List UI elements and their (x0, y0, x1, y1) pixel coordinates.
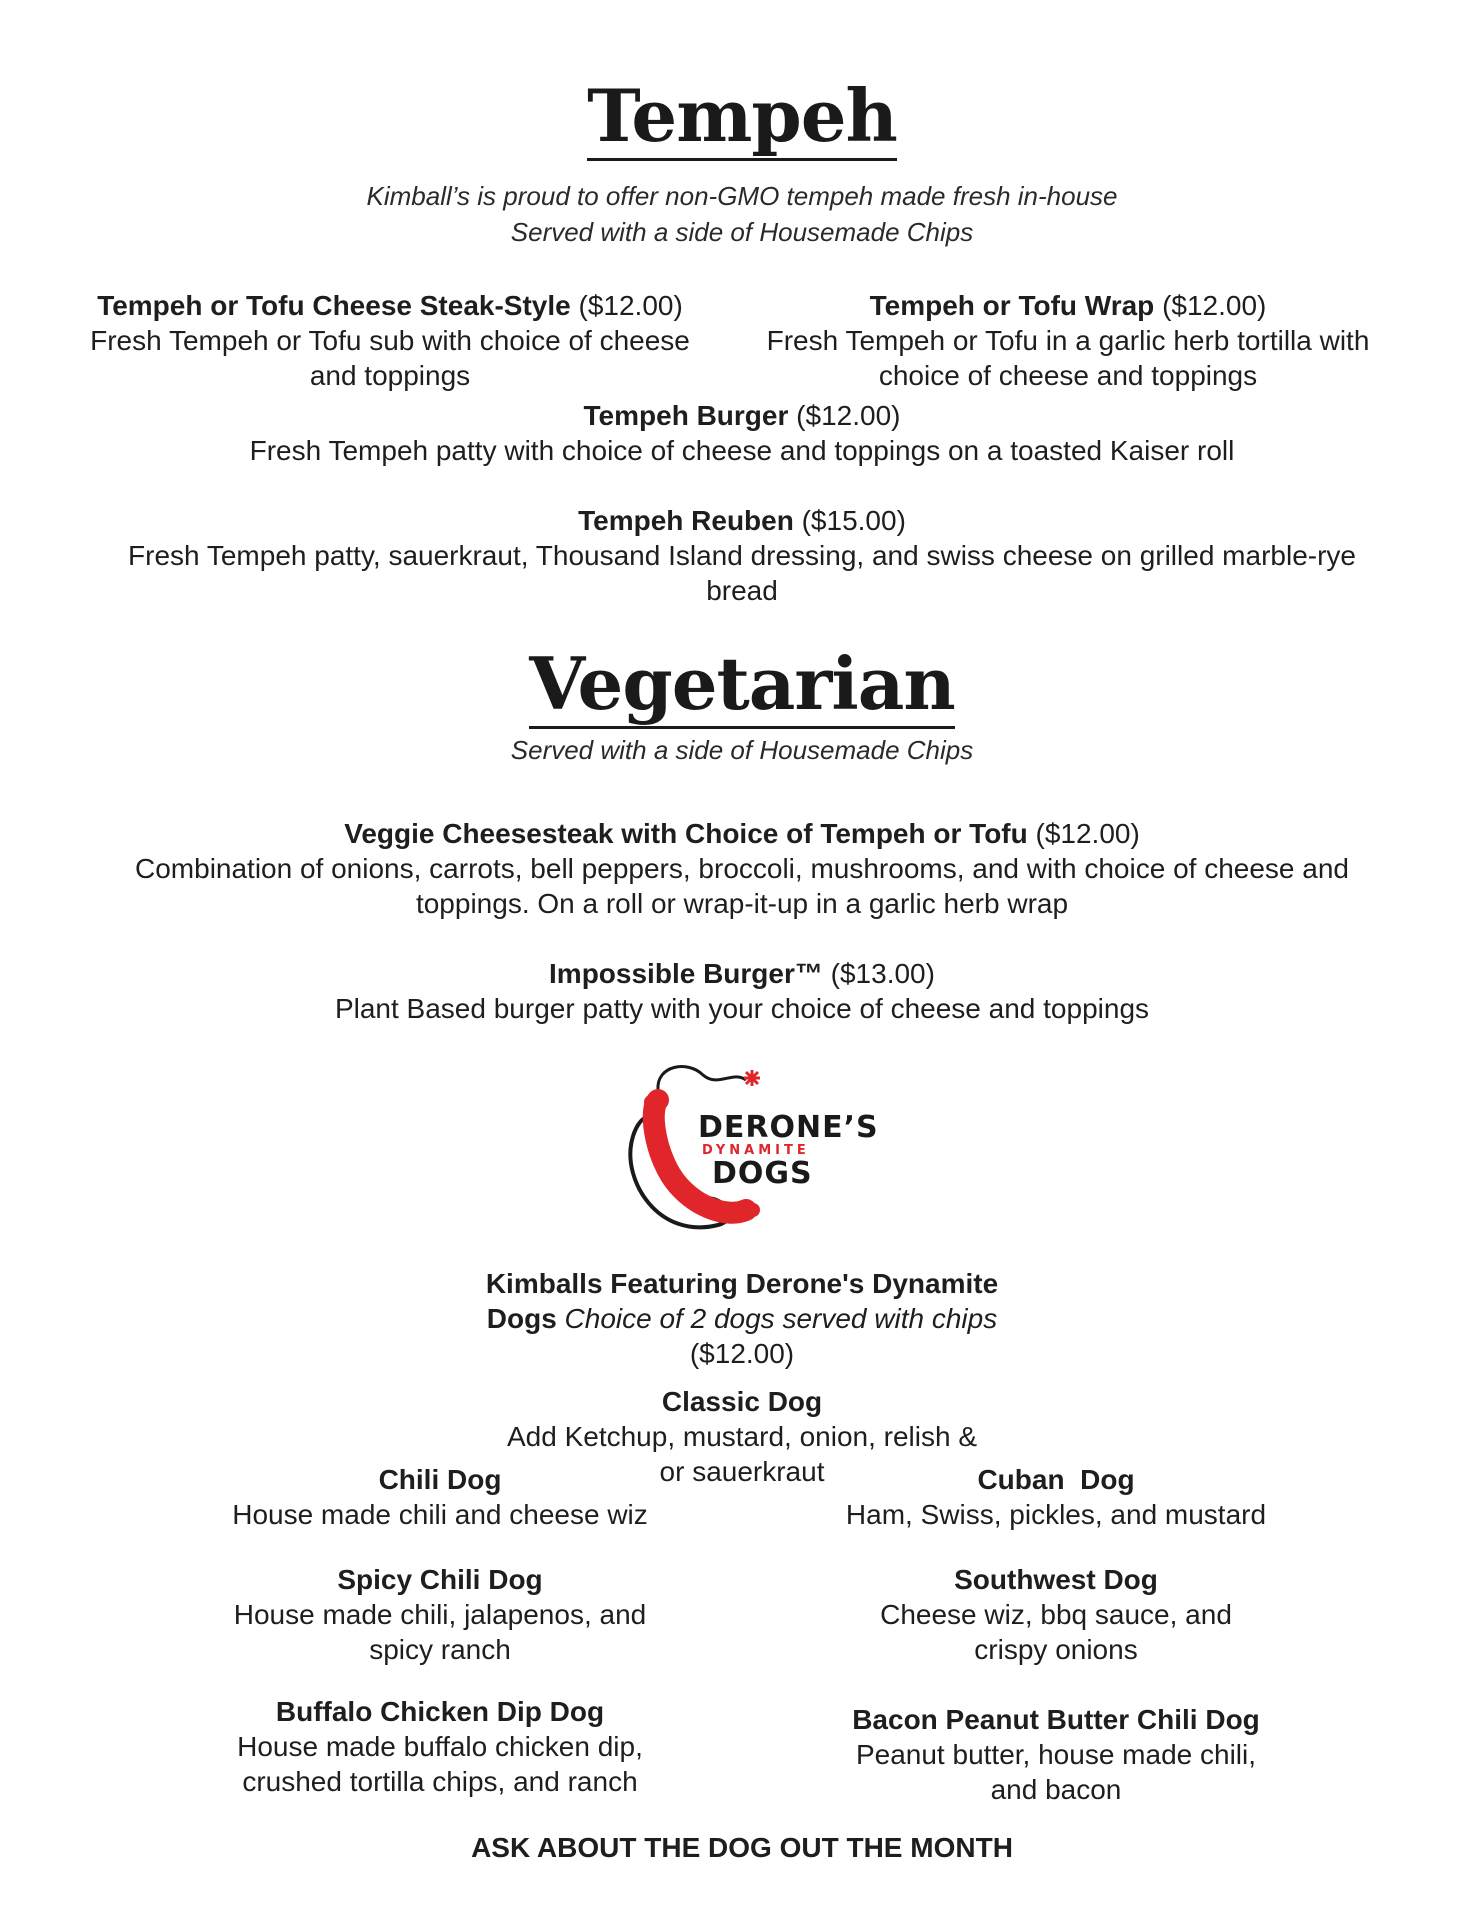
tempeh-intro-line-1: Kimball’s is proud to offer non-GMO tempeh made fresh in-house (366, 181, 1118, 211)
dog-of-the-month-note: ASK ABOUT THE DOG OUT THE MONTH (471, 1832, 1013, 1863)
dogs-feature-title: Kimballs Featuring Derone's Dynamite (485, 1268, 999, 1299)
dog-item-southwest (836, 1562, 1276, 1667)
dog-description: Add Ketchup, mustard, onion, relish & or sauerkraut (506, 1421, 978, 1487)
dog-item-cuban (836, 1462, 1276, 1532)
dog-description: Peanut butter, house made chili, and bacon (855, 1739, 1257, 1805)
dog-name: Cuban Dog (977, 1464, 1135, 1495)
dog-description: House made buffalo chicken dip, crushed tortilla chips, and ranch (237, 1731, 643, 1797)
item-name: Impossible Burger™ (549, 958, 823, 989)
vegetarian-heading-wrap (0, 641, 1484, 729)
menu-item-tempeh-wrap (748, 288, 1388, 393)
item-price: ($12.00) (1035, 818, 1140, 849)
dog-item-buffalo-chicken-dip (220, 1694, 660, 1799)
vegetarian-intro: Served with a side of Housemade Chips (510, 735, 974, 765)
vegetarian-heading: Vegetarian (529, 648, 954, 729)
logo-line-dynamite: DYNAMITE (702, 1143, 810, 1158)
item-price: ($15.00) (801, 505, 906, 536)
item-price: ($13.00) (830, 958, 935, 989)
item-price: ($12.00) (578, 290, 683, 321)
dog-description: House made chili and cheese wiz (232, 1499, 648, 1530)
dog-name: Spicy Chili Dog (337, 1564, 543, 1595)
item-name: Tempeh Reuben (578, 505, 794, 536)
dog-name: Classic Dog (661, 1386, 823, 1417)
menu-item-veggie-cheesesteak (100, 816, 1384, 921)
item-name: Tempeh Burger (583, 400, 789, 431)
dog-description: Ham, Swiss, pickles, and mustard (845, 1499, 1267, 1530)
logo-line-dogs: DOGS (712, 1156, 813, 1191)
tempeh-heading: Tempeh (587, 80, 897, 161)
dog-description: House made chili, jalapenos, and spicy ranch (233, 1599, 647, 1665)
tempeh-heading-wrap (0, 73, 1484, 161)
dog-item-bacon-peanut-butter-chili (836, 1702, 1276, 1807)
dogs-feature-title-cont: Dogs (486, 1303, 557, 1334)
tempeh-intro (0, 178, 1484, 250)
dog-name: Chili Dog (378, 1464, 502, 1495)
item-description: Fresh Tempeh patty with choice of cheese and toppings on a toasted Kaiser roll (249, 435, 1235, 466)
item-name: Tempeh or Tofu Cheese Steak-Style (97, 290, 571, 321)
dog-description: Cheese wiz, bbq sauce, and crispy onions (880, 1599, 1232, 1665)
menu-item-tempeh-burger (60, 398, 1424, 468)
dog-name: Bacon Peanut Butter Chili Dog (852, 1704, 1260, 1735)
item-description: Plant Based burger patty with your choice of cheese and toppings (334, 993, 1150, 1024)
tempeh-intro-line-2: Served with a side of Housemade Chips (510, 217, 974, 247)
dogs-feature-price: ($12.00) (689, 1338, 795, 1369)
item-name: Tempeh or Tofu Wrap (869, 290, 1155, 321)
item-price: ($12.00) (796, 400, 901, 431)
item-price: ($12.00) (1162, 290, 1267, 321)
dog-item-chili (220, 1462, 660, 1532)
item-description: Fresh Tempeh or Tofu sub with choice of cheese and toppings (90, 325, 690, 391)
dogs-feature (442, 1266, 1042, 1371)
menu-item-tempeh-reuben (100, 503, 1384, 608)
item-description: Fresh Tempeh patty, sauerkraut, Thousand Island dressing, and swiss cheese on grilled marble-rye bread (128, 540, 1356, 606)
item-description: Fresh Tempeh or Tofu in a garlic herb tortilla with choice of cheese and toppings (766, 325, 1370, 391)
menu-item-impossible-burger (100, 956, 1384, 1026)
logo-line-derones: DERONE’S (698, 1110, 879, 1145)
item-description: Combination of onions, carrots, bell peppers, broccoli, mushrooms, and with choice of cheese and toppings. On a roll or wrap-it-up in a garlic herb wrap (135, 853, 1349, 919)
derones-dynamite-dogs-logo (618, 1030, 879, 1250)
logo-text (698, 1110, 879, 1191)
item-name: Veggie Cheesesteak with Choice of Tempeh or Tofu (344, 818, 1028, 849)
menu-item-tempeh-cheese-steak (80, 288, 700, 393)
dog-name: Buffalo Chicken Dip Dog (275, 1696, 605, 1727)
dog-item-spicy-chili (220, 1562, 660, 1667)
dog-name: Southwest Dog (954, 1564, 1158, 1595)
dogs-feature-note: Choice of 2 dogs served with chips (564, 1303, 998, 1334)
